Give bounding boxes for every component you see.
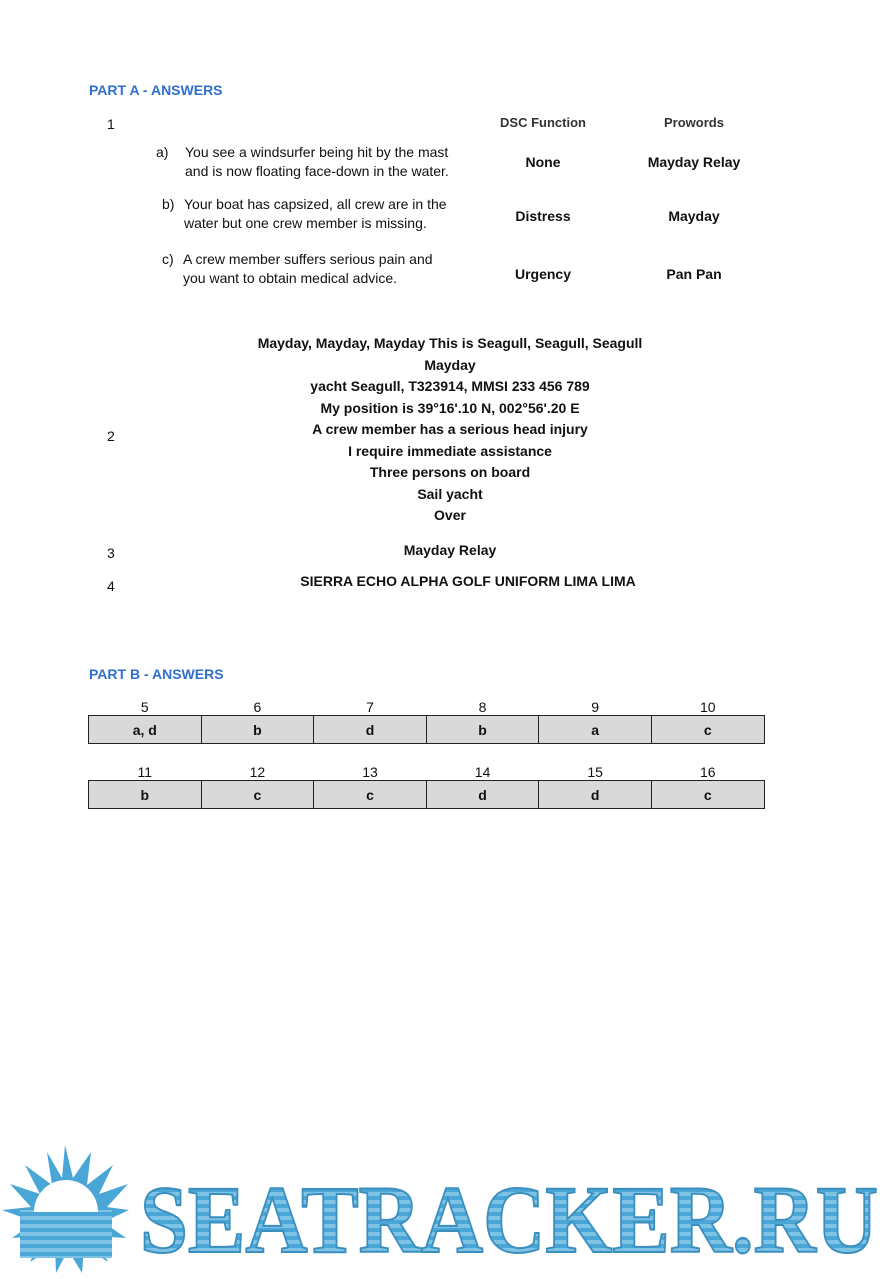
logo-text: SEATRACKER.RU <box>140 1166 878 1273</box>
q1-item-b-text <box>184 195 447 233</box>
question-number: 8 <box>478 699 487 715</box>
q1-item-c-prowords: Pan Pan <box>666 266 722 282</box>
dsc-function-header: DSC Function <box>500 115 586 130</box>
answer-cell: c <box>201 781 314 809</box>
question-3-number: 3 <box>107 545 115 561</box>
q1-item-b-prowords: Mayday <box>668 208 720 224</box>
question-2-number: 2 <box>107 428 115 444</box>
q1-item-a-line2: and is now floating face-down in the water. <box>185 163 449 179</box>
question-number: 12 <box>249 764 266 780</box>
q1-item-a-line1: You see a windsurfer being hit by the mast <box>185 144 449 160</box>
question-1-number: 1 <box>107 116 115 132</box>
question-number: 16 <box>699 764 716 780</box>
question-3-answer: Mayday Relay <box>403 542 497 558</box>
question-4-answer: SIERRA ECHO ALPHA GOLF UNIFORM LIMA LIMA <box>300 573 636 589</box>
mayday-line: I require immediate assistance <box>348 442 552 459</box>
question-number: 5 <box>140 699 149 715</box>
prowords-header: Prowords <box>664 115 724 130</box>
mayday-line: My position is 39°16'.10 N, 002°56'.20 E <box>320 399 580 416</box>
q1-item-b-line1: Your boat has capsized, all crew are in the <box>184 196 447 212</box>
answer-cell: c <box>651 716 764 744</box>
mayday-line: yacht Seagull, T323914, MMSI 233 456 789 <box>310 378 590 394</box>
answer-cell: d <box>314 716 427 744</box>
q1-item-c-dsc: Urgency <box>514 266 572 282</box>
q1-item-a-letter: a) <box>156 144 169 160</box>
mayday-line: Mayday, Mayday, Mayday This is Seagull, Seagull, Seagull <box>257 335 643 351</box>
q1-item-b-letter: b) <box>162 196 175 212</box>
question-number: 13 <box>362 764 378 780</box>
question-number: 14 <box>474 764 491 780</box>
answer-cell: a, d <box>89 716 202 744</box>
answer-cell: d <box>539 781 652 809</box>
answer-cell: b <box>89 781 202 809</box>
answer-cell: c <box>651 781 764 809</box>
mayday-line: Mayday <box>424 356 476 373</box>
question-number: 9 <box>591 699 600 715</box>
part-b-heading: PART B - ANSWERS <box>89 666 224 682</box>
question-number: 7 <box>366 699 374 715</box>
q1-item-b-line2: water but one crew member is missing. <box>184 215 427 231</box>
q1-item-a-prowords: Mayday Relay <box>647 154 741 170</box>
mayday-message <box>200 333 700 527</box>
q1-item-c-line1: A crew member suffers serious pain and <box>183 251 433 267</box>
question-number: 15 <box>587 764 603 780</box>
sun-icon <box>2 1145 129 1273</box>
seatracker-logo <box>0 1140 891 1274</box>
q1-item-c-letter: c) <box>162 251 174 267</box>
q1-item-c-text <box>183 250 433 288</box>
mayday-line: Over <box>434 507 466 523</box>
part-a-heading: PART A - ANSWERS <box>89 82 223 98</box>
question-number: 11 <box>137 764 153 780</box>
mayday-line: A crew member has a serious head injury <box>312 421 588 437</box>
answer-cell: d <box>426 781 539 809</box>
answer-cell: b <box>426 716 539 744</box>
mayday-line: Sail yacht <box>417 485 483 502</box>
question-number: 6 <box>253 699 262 715</box>
q1-item-c-line2: you want to obtain medical advice. <box>183 270 398 286</box>
q1-item-b-dsc: Distress <box>515 208 571 224</box>
question-number: 10 <box>699 699 716 715</box>
q1-item-a-dsc: None <box>525 154 561 170</box>
answers-table-row-1 <box>88 694 765 744</box>
mayday-line: Three persons on board <box>369 464 531 480</box>
answer-cell: a <box>539 716 652 744</box>
answer-cell: c <box>314 781 427 809</box>
logo-graphic <box>0 1140 891 1274</box>
q1-item-a-text <box>185 143 449 181</box>
answer-cell: b <box>201 716 314 744</box>
answers-table-row-2 <box>88 759 765 809</box>
question-4-number: 4 <box>107 578 115 594</box>
